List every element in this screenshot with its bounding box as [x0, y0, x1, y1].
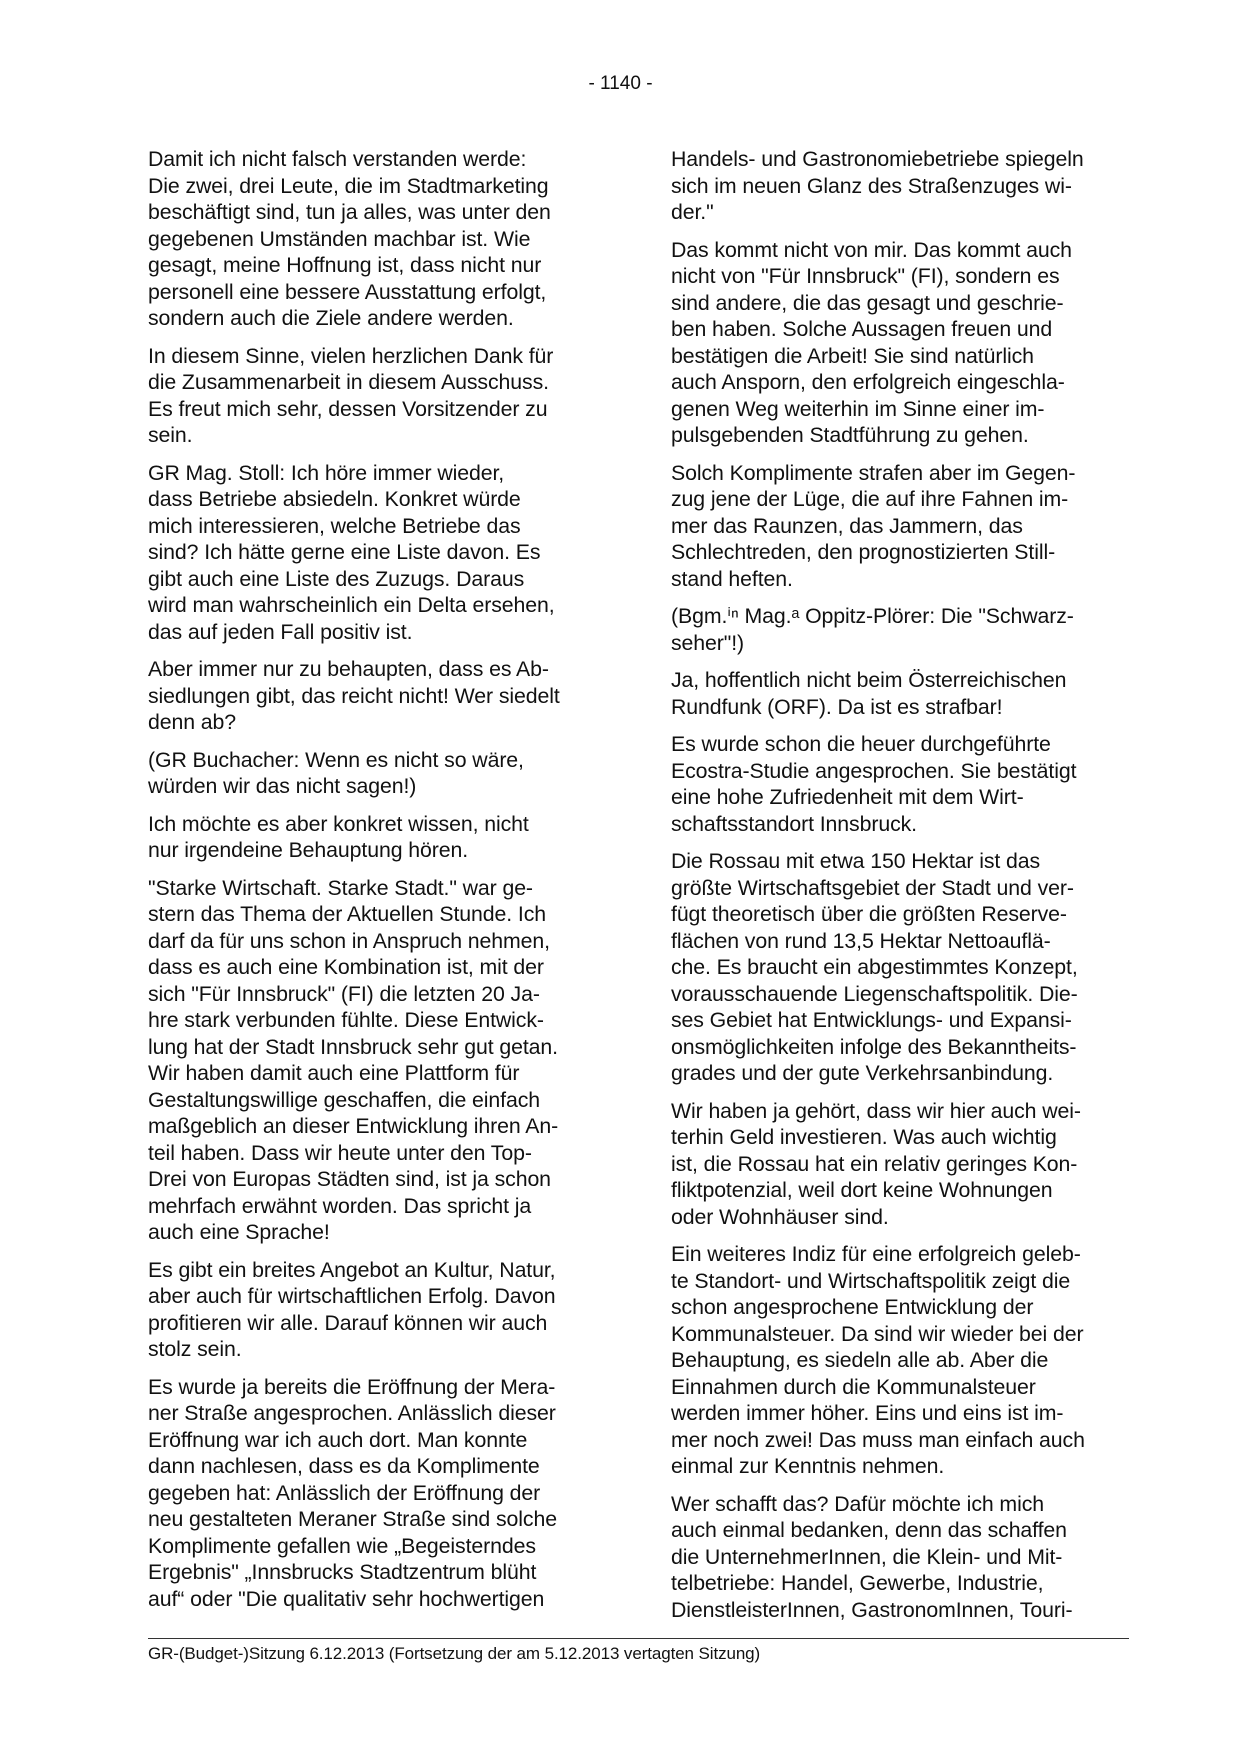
- paragraph: Ein weiteres Indiz für eine erfolgreich geleb- te Standort- und Wirtschaftspolitik zeigt die schon angesprochene Entwicklung der Kommunalsteuer. Da sind wir wieder bei der Behauptung, es siedeln alle ab. Aber die Einnahmen durch die Kommunalsteuer werden immer höher. Eins und eins ist im- mer noch zwei! Das muss man einfach auch einmal zur Kenntnis nehmen.: [671, 1242, 1085, 1478]
- paragraph: GR Mag. Stoll: Ich höre immer wieder, dass Betriebe absiedeln. Konkret würde mich interessieren, welche Betriebe das sind? Ich hätte gerne eine Liste davon. Es gibt auch eine Liste des Zuzugs. Daraus wird man wahrscheinlich ein Delta ersehen, das auf jeden Fall positiv ist.: [148, 460, 555, 644]
- paragraph: Wir haben ja gehört, dass wir hier auch wei- terhin Geld investieren. Was auch wichtig ist, die Rossau hat ein relativ geringes Kon- fliktpotenzial, weil dort keine Wohnungen oder Wohnhäuser sind.: [671, 1098, 1081, 1229]
- page-number: - 1140 -: [588, 73, 653, 94]
- interjection: (GR Buchacher: Wenn es nicht so wäre, würden wir das nicht sagen!): [148, 747, 524, 798]
- paragraph: Es gibt ein breites Angebot an Kultur, Natur, aber auch für wirtschaftlichen Erfolg. Davon profitieren wir alle. Darauf können wir auch stolz sein.: [148, 1257, 556, 1361]
- interjection: (Bgm.ⁱⁿ Mag.ᵃ Oppitz-Plörer: Die "Schwarz- seher"!): [671, 604, 1074, 655]
- paragraph: Handels- und Gastronomiebetriebe spiegeln sich im neuen Glanz des Straßenzuges wi- der.": [671, 147, 1084, 224]
- paragraph: "Starke Wirtschaft. Starke Stadt." war ge- stern das Thema der Aktuellen Stunde. Ich darf da für uns schon in Anspruch nehmen, dass es auch eine Kombination ist, mit der sich "Für Innsbruck" (FI) die letzten 20 Ja- hre stark verbunden fühlte. Diese Entwick- lung hat der Stadt Innsbruck sehr gut getan. Wir haben damit auch eine Plattform für Gestaltungswillige geschaffen, die einfach maßgeblich an dieser Entwicklung ihren An- teil haben. Dass wir heute unter den Top- Drei von Europas Städten sind, ist ja schon mehrfach erwähnt worden. Das spricht ja auch eine Sprache!: [148, 875, 559, 1244]
- paragraph: In diesem Sinne, vielen herzlichen Dank für die Zusammenarbeit in diesem Ausschuss. Es freut mich sehr, dessen Vorsitzender zu sein.: [148, 343, 554, 447]
- paragraph: Damit ich nicht falsch verstanden werde: Die zwei, drei Leute, die im Stadtmarketing beschäftigt sind, tun ja alles, was unter den gegebenen Umständen machbar ist. Wie gesagt, meine Hoffnung ist, dass nicht nur personell eine bessere Ausstattung erfolgt, sondern auch die Ziele andere werden.: [148, 147, 551, 330]
- paragraph: Ich möchte es aber konkret wissen, nicht nur irgendeine Behauptung hören.: [148, 811, 529, 862]
- paragraph: Aber immer nur zu behaupten, dass es Ab- siedlungen gibt, das reicht nicht! Wer siedelt denn ab?: [148, 657, 560, 734]
- paragraph: Es wurde ja bereits die Eröffnung der Mera- ner Straße angesprochen. Anlässlich dieser Eröffnung war ich auch dort. Man konnte dann nachlesen, dass es da Komplimente gegeben hat: Anlässlich der Eröffnung der neu gestalteten Meraner Straße sind solche Komplimente gefallen wie „Begeisterndes Ergebnis" „Innsbrucks Stadtzentrum blüht auf“ oder "Die qualitativ sehr hochwertigen: [148, 1374, 557, 1611]
- paragraph: Ja, hoffentlich nicht beim Österreichischen Rundfunk (ORF). Da ist es strafbar!: [671, 668, 1067, 719]
- left-column: [148, 146, 606, 1623]
- paragraph: Wer schafft das? Dafür möchte ich mich auch einmal bedanken, denn das schaffen die UnternehmerInnen, die Klein- und Mit- telbetriebe: Handel, Gewerbe, Industrie, DienstleisterInnen, GastronomInnen, Touri-: [671, 1491, 1073, 1622]
- footer: GR-(Budget-)Sitzung 6.12.2013 (Fortsetzung der am 5.12.2013 vertagten Sitzung): [148, 1644, 761, 1663]
- paragraph: Es wurde schon die heuer durchgeführte Ecostra-Studie angesprochen. Sie bestätigt eine hohe Zufriedenheit mit dem Wirt- schaftsstandort Innsbruck.: [671, 732, 1077, 836]
- footer-divider: [148, 1638, 1129, 1639]
- right-column: [671, 146, 1129, 1634]
- paragraph: Solch Komplimente strafen aber im Gegen- zug jene der Lüge, die auf ihre Fahnen im- mer das Raunzen, das Jammern, das Schlechtreden, den prognostizierten Still- stand heften.: [671, 460, 1076, 591]
- paragraph: Das kommt nicht von mir. Das kommt auch nicht von "Für Innsbruck" (FI), sondern es sind andere, die das gesagt und geschrie- ben haben. Solche Aussagen freuen und bestätigen die Arbeit! Sie sind natürlich auch Ansporn, den erfolgreich eingeschla- genen Weg weiterhin im Sinne einer im- pulsgebenden Stadtführung zu gehen.: [671, 237, 1072, 447]
- paragraph: Die Rossau mit etwa 150 Hektar ist das größte Wirtschaftsgebiet der Stadt und ver- fügt theoretisch über die größten Reserve- flächen von rund 13,5 Hektar Nettoauflä- che. Es braucht ein abgestimmtes Konzept, vorausschauende Liegenschaftspolitik. Die- ses Gebiet hat Entwicklungs- und Expansi- onsmöglichkeiten infolge des Bekanntheits- grades und der gute Verkehrsanbindung.: [671, 849, 1078, 1085]
